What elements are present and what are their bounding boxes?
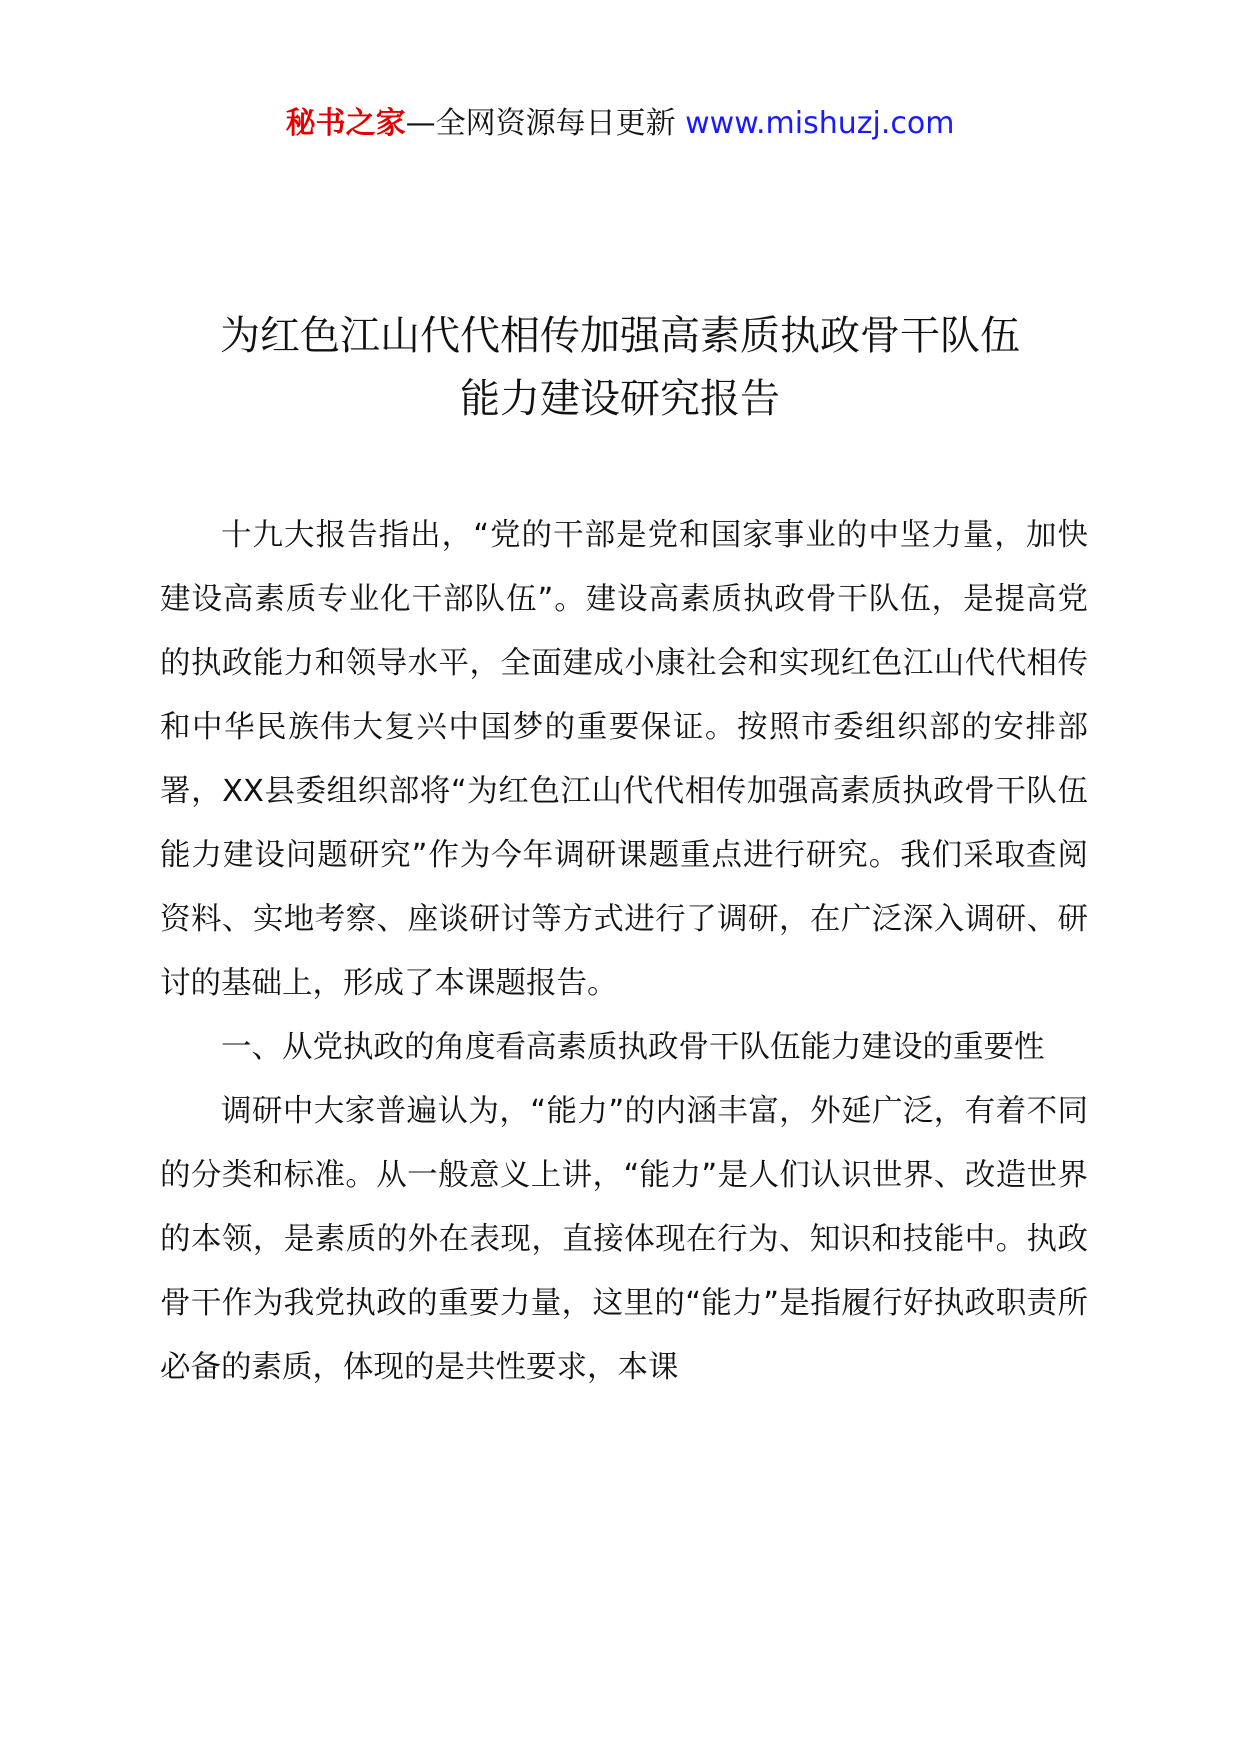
title-line-1: 为红色江山代代相传加强高素质执政骨干队伍 <box>220 313 1020 359</box>
paragraph-section-1: 调研中大家普遍认为，“能力”的内涵丰富，外延广泛，有着不同的分类和标准。从一般意义上讲，“能力”是人们认识世界、改造世界的本领，是素质的外在表现，直接体现在行为、知识和技能中。执政骨干作为我党执政的重要力量，这里的“能力”是指履行好执政职责所必备的素质，体现的是共性要求，本课 <box>160 1094 1088 1385</box>
title-line-2: 能力建设研究报告 <box>460 376 780 422</box>
document-body <box>160 504 1088 1400</box>
paragraph-intro: 十九大报告指出，“党的干部是党和国家事业的中坚力量，加快建设高素质专业化干部队伍”。建设高素质执政骨干队伍，是提高党的执政能力和领导水平，全面建成小康社会和实现红色江山代代相传和中华民族伟大复兴中国梦的重要保证。按照市委组织部的安排部署，XX县委组织部将“为红色江山代代相传加强高素质执政骨干队伍能力建设问题研究”作为今年调研课题重点进行研究。我们采取查阅资料、实地考察、座谈研讨等方式进行了调研，在广泛深入调研、研讨的基础上，形成了本课题报告。 <box>160 518 1088 1001</box>
document-title <box>140 305 1100 431</box>
section-heading-1: 一、从党执政的角度看高素质执政骨干队伍能力建设的重要性 <box>221 1030 1045 1065</box>
header-tagline: —全网资源每日更新 <box>405 106 676 141</box>
site-header <box>0 104 1240 144</box>
brand-name: 秘书之家 <box>285 106 406 141</box>
site-url-link[interactable]: www.mishuzj.com <box>685 106 955 141</box>
